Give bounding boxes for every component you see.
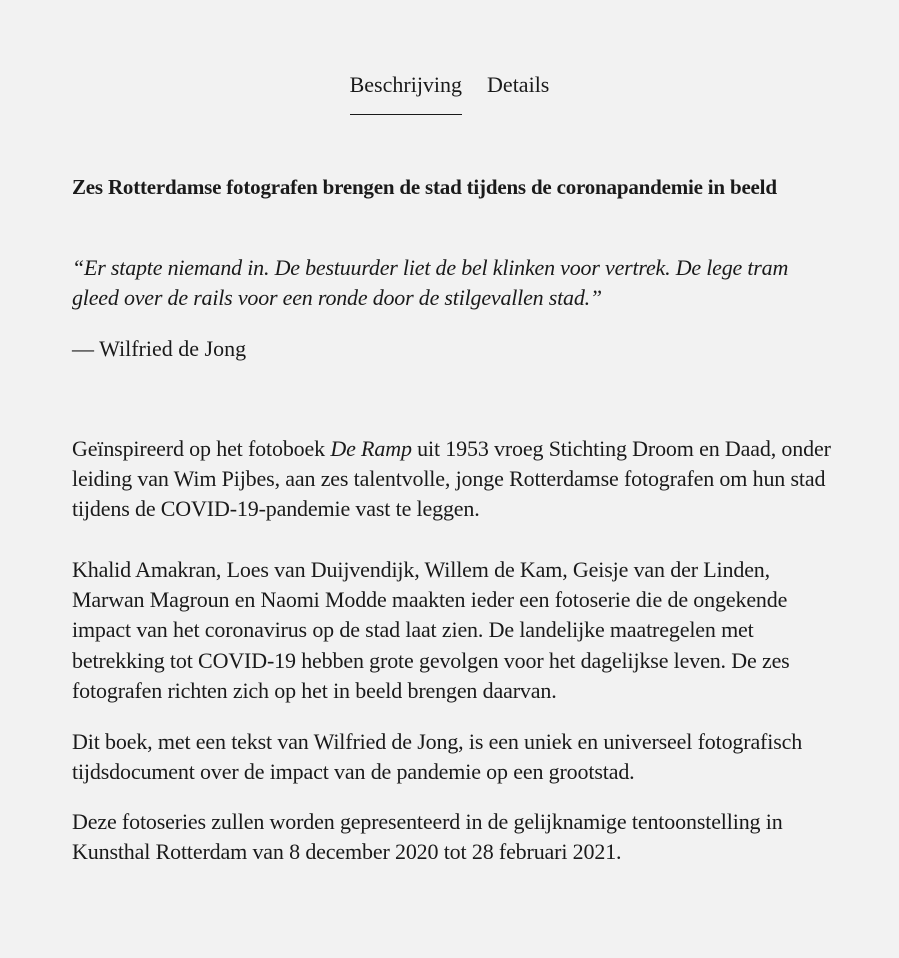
paragraph-photographers: Khalid Amakran, Loes van Duijvendijk, Willem de Kam, Geisje van der Linden, Marwan Magroun en Naomi Modde maakten ieder een fotoserie die de ongekende impact van het coronavirus op de stad laat zien. De landelijke maatregelen met betrekking tot COVID-19 hebben grote gevolgen voor het dagelijkse leven. De zes fotografen richten zich op het in beeld brengen daarvan. <box>72 557 790 703</box>
paragraph-inspiration-after: uit 1953 vroeg Stichting Droom en Daad, onder leiding van Wim Pijbes, aan zes talentvolle, jonge Rotterdamse fotografen om hun stad tijdens de COVID-19-pandemie vast te leggen. <box>72 436 831 522</box>
paragraph-inspiration-before: Geïnspireerd op het fotoboek <box>72 436 331 461</box>
paragraph-inspiration <box>72 434 832 525</box>
quote-text: “Er stapte niemand in. De bestuurder liet de bel klinken voor vertrek. De lege tram gleed over de rails voor een ronde door de stilgevallen stad.” <box>72 255 789 310</box>
book-title-de-ramp: De Ramp <box>330 436 412 461</box>
tab-beschrijving[interactable]: Beschrijving <box>350 70 462 115</box>
tab-details[interactable]: Details <box>487 72 550 97</box>
quote-attribution: — Wilfried de Jong <box>72 336 247 361</box>
paragraph-book: Dit boek, met een tekst van Wilfried de Jong, is een uniek en universeel fotografisch tijdsdocument over de impact van de pandemie op een grootstad. <box>72 729 803 785</box>
description-heading: Zes Rotterdamse fotografen brengen de stad tijdens de coronapandemie in beeld <box>72 175 777 199</box>
paragraph-exhibition: Deze fotoseries zullen worden gepresenteerd in de gelijknamige tentoonstelling in Kunsthal Rotterdam van 8 december 2020 tot 28 februari 2021. <box>72 809 783 865</box>
tab-bar <box>0 70 899 115</box>
